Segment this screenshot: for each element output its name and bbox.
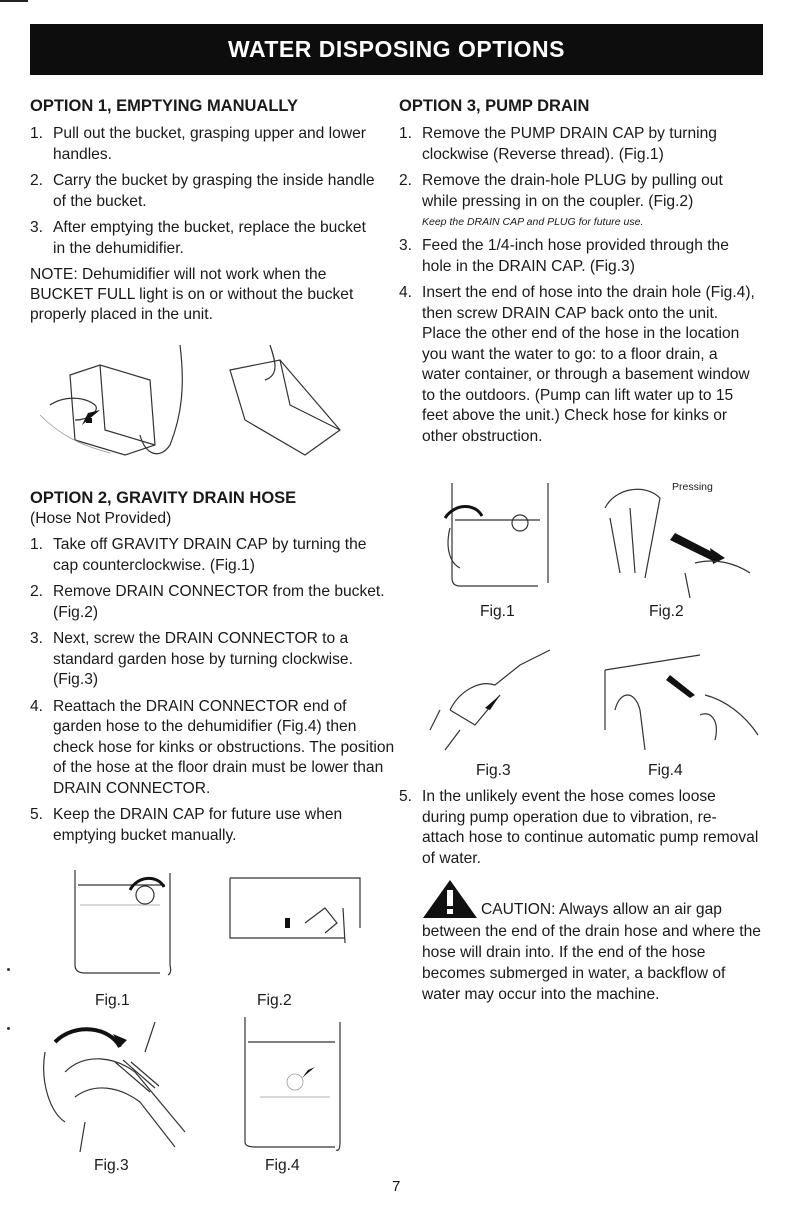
caution-block bbox=[422, 878, 762, 1005]
pressing-label: Pressing bbox=[672, 481, 713, 493]
option2-step: 3. Next, screw the DRAIN CONNECTOR to a standard garden hose by turning clockwise. (Fig.3) bbox=[30, 630, 353, 688]
option2-fig2-caption: Fig.2 bbox=[257, 992, 292, 1009]
option3-heading: OPTION 3, PUMP DRAIN bbox=[399, 97, 590, 115]
top-rule bbox=[0, 0, 28, 2]
option2-step: 4. Reattach the DRAIN CONNECTOR end of garden hose to the dehumidifier (Fig.4) then check hose for kinks or obstructions. The position of the hose at the floor drain must be lower than DRAIN CONNECTOR. bbox=[30, 697, 395, 797]
option1-section bbox=[30, 97, 375, 325]
option2-fig1-caption: Fig.1 bbox=[95, 992, 130, 1009]
option1-step: 3. After emptying the bucket, replace the bucket in the dehumidifier. bbox=[30, 219, 366, 257]
option2-fig3-drawing bbox=[35, 1012, 200, 1157]
option3-fig3-caption: Fig.3 bbox=[476, 762, 511, 779]
option2-fig2-drawing bbox=[225, 868, 365, 948]
option3-fig4-caption: Fig.4 bbox=[648, 762, 683, 779]
option2-section bbox=[30, 489, 395, 852]
option3-italic-note: Keep the DRAIN CAP and PLUG for future use. bbox=[422, 216, 644, 228]
option2-heading: OPTION 2, GRAVITY DRAIN HOSE bbox=[30, 489, 297, 507]
option3-step: 4. Insert the end of hose into the drain hole (Fig.4), then screw DRAIN CAP back onto the unit. Place the other end of the hose in the location you want the water to go: to a floor drain, a water container, or through a basement window to the outdoors. (Pump can lift water up to 15 feet above the unit.) Check hose for kinks or other obstruction. bbox=[399, 284, 755, 445]
option1-illustration bbox=[30, 335, 370, 465]
option1-step: 1. Pull out the bucket, grasping upper and lower handles. bbox=[30, 125, 366, 163]
option3-step5 bbox=[399, 787, 759, 875]
option3-step: 1. Remove the PUMP DRAIN CAP by turning clockwise (Reverse thread). (Fig.1) bbox=[399, 125, 717, 163]
warning-icon bbox=[422, 878, 478, 920]
option3-fig1-drawing bbox=[440, 478, 560, 593]
caution-text: between the end of the drain hose and where the hose will drain into. If the end of the hose becomes submerged in water, a backflow of water may occur into the machine. bbox=[422, 923, 761, 1003]
option2-fig3-caption: Fig.3 bbox=[94, 1157, 129, 1174]
option3-fig1-caption: Fig.1 bbox=[480, 603, 515, 620]
option1-heading: OPTION 1, EMPTYING MANUALLY bbox=[30, 97, 298, 115]
page-banner: WATER DISPOSING OPTIONS bbox=[30, 24, 763, 75]
option2-fig4-caption: Fig.4 bbox=[265, 1157, 300, 1174]
option3-fig4-drawing bbox=[590, 640, 765, 760]
option1-step: 2. Carry the bucket by grasping the inside handle of the bucket. bbox=[30, 172, 375, 210]
margin-mark bbox=[7, 1027, 10, 1030]
option2-step: 1. Take off GRAVITY DRAIN CAP by turning the cap counterclockwise. (Fig.1) bbox=[30, 536, 367, 574]
option1-note: NOTE: Dehumidifier will not work when the BUCKET FULL light is on or without the bucket properly placed in the unit. bbox=[30, 266, 354, 323]
option3-step: 5. In the unlikely event the hose comes loose during pump operation due to vibration, re-attach hose to continue automatic pump removal of water. bbox=[399, 788, 759, 867]
option2-fig1-drawing bbox=[60, 865, 190, 980]
option3-section bbox=[399, 97, 759, 453]
option2-step: 2. Remove DRAIN CONNECTOR from the bucket. (Fig.2) bbox=[30, 583, 385, 621]
option3-fig2-caption: Fig.2 bbox=[649, 603, 684, 620]
caution-first-line: CAUTION: Always allow an air gap bbox=[481, 901, 722, 918]
option3-step: 3. Feed the 1/4-inch hose provided through the hole in the DRAIN CAP. (Fig.3) bbox=[399, 237, 729, 275]
option2-subheading: (Hose Not Provided) bbox=[30, 510, 172, 527]
option3-fig2-drawing bbox=[585, 478, 760, 603]
option2-fig4-drawing bbox=[240, 1012, 350, 1152]
margin-mark bbox=[7, 968, 10, 971]
option3-fig3-drawing bbox=[420, 640, 570, 760]
page-number: 7 bbox=[392, 1178, 401, 1195]
option2-step: 5. Keep the DRAIN CAP for future use when emptying bucket manually. bbox=[30, 806, 343, 844]
option3-step: 2. Remove the drain-hole PLUG by pulling out while pressing in on the coupler. (Fig.2) bbox=[399, 172, 723, 210]
